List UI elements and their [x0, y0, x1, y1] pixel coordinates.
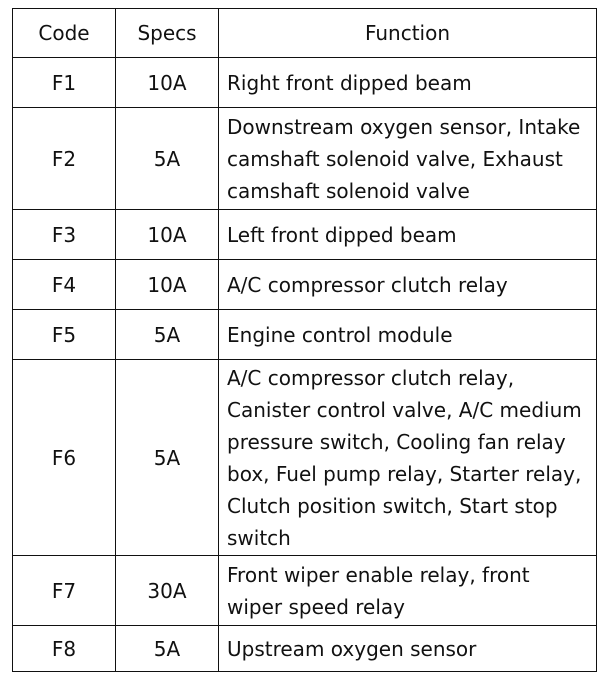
header-function: Function	[219, 9, 597, 58]
fuse-code: F8	[13, 626, 116, 672]
fuse-code: F2	[13, 108, 116, 210]
fuse-code: F5	[13, 310, 116, 360]
fuse-function: A/C compressor clutch relay	[219, 260, 597, 310]
fuse-function: Upstream oxygen sensor	[219, 626, 597, 672]
fuse-specs: 5A	[116, 310, 219, 360]
fuse-specs: 10A	[116, 210, 219, 260]
fuse-function: Left front dipped beam	[219, 210, 597, 260]
fuse-specs: 30A	[116, 556, 219, 626]
table-row	[13, 58, 597, 108]
table-row	[13, 360, 597, 556]
fuse-specs: 5A	[116, 108, 219, 210]
fuse-function: Downstream oxygen sensor, Intake camshaft solenoid valve, Exhaust camshaft solenoid valve	[219, 108, 597, 210]
fuse-specs: 10A	[116, 260, 219, 310]
table-row	[13, 626, 597, 672]
fuse-function: A/C compressor clutch relay, Canister control valve, A/C medium pressure switch, Cooling fan relay box, Fuel pump relay, Starter relay, Clutch position switch, Start stop switch	[219, 360, 597, 556]
table-row	[13, 108, 597, 210]
fuse-function: Engine control module	[219, 310, 597, 360]
fuse-table	[12, 8, 597, 672]
fuse-function: Right front dipped beam	[219, 58, 597, 108]
fuse-code: F1	[13, 58, 116, 108]
header-code: Code	[13, 9, 116, 58]
header-specs: Specs	[116, 9, 219, 58]
table-row	[13, 310, 597, 360]
fuse-specs: 10A	[116, 58, 219, 108]
fuse-code: F3	[13, 210, 116, 260]
fuse-specs: 5A	[116, 626, 219, 672]
table-row	[13, 556, 597, 626]
fuse-code: F6	[13, 360, 116, 556]
table-row	[13, 210, 597, 260]
fuse-specs: 5A	[116, 360, 219, 556]
table-row	[13, 260, 597, 310]
fuse-function: Front wiper enable relay, front wiper speed relay	[219, 556, 597, 626]
fuse-code: F7	[13, 556, 116, 626]
fuse-code: F4	[13, 260, 116, 310]
header-row	[13, 9, 597, 58]
